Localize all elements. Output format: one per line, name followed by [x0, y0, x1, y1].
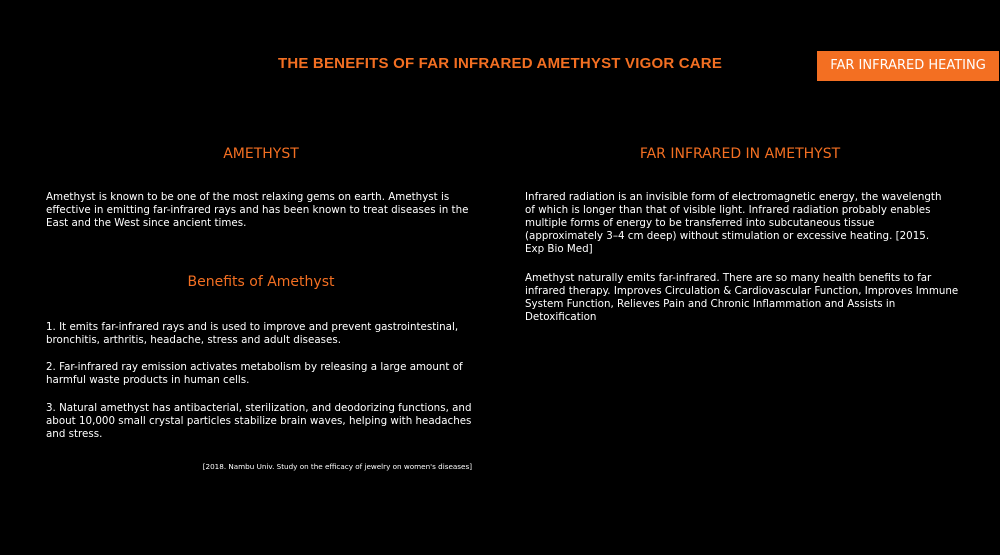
benefit-item: 2. Far-infrared ray emission activates metabolism by releasing a large amount of harmful waste products in human cells. — [46, 361, 463, 386]
amethyst-description: Amethyst is known to be one of the most relaxing gems on earth. Amethyst is effective in emitting far-infrared rays and has been known to treat diseases in the East and the West since ancient times. — [46, 191, 469, 229]
benefits-citation: [2018. Nambu Univ. Study on the efficacy of jewelry on women's diseases] — [202, 462, 472, 471]
section-badge: FAR INFRARED HEATING — [817, 51, 999, 81]
amethyst-heading: AMETHYST — [223, 146, 299, 162]
far-infrared-heading: FAR INFRARED IN AMETHYST — [639, 146, 841, 162]
far-infrared-paragraph: Infrared radiation is an invisible form of electromagnetic energy, the wavelength of which is longer than that of visible light. Infrared radiation probably enables multiple forms of energy to be transferred into subcutaneous tissue (approximately 3–4 cm deep) without stimulation or excessive heating. [2015. Exp Bio Med] — [525, 191, 942, 255]
benefit-item: 3. Natural amethyst has antibacterial, sterilization, and deodorizing functions, and about 10,000 small crystal particles stabilize brain waves, helping with headaches and stress. — [46, 402, 472, 440]
benefits-heading: Benefits of Amethyst — [187, 274, 335, 290]
benefit-item: 1. It emits far-infrared rays and is used to improve and prevent gastrointestinal, bronchitis, arthritis, headache, stress and adult diseases. — [46, 321, 459, 346]
page-title: THE BENEFITS OF FAR INFRARED AMETHYST VIGOR CARE — [277, 55, 723, 72]
far-infrared-paragraph: Amethyst naturally emits far-infrared. There are so many health benefits to far infrared therapy. Improves Circulation & Cardiovascular Function, Improves Immune System Function, Relieves Pain and Chronic Inflammation and Assists in Detoxification — [525, 272, 959, 323]
